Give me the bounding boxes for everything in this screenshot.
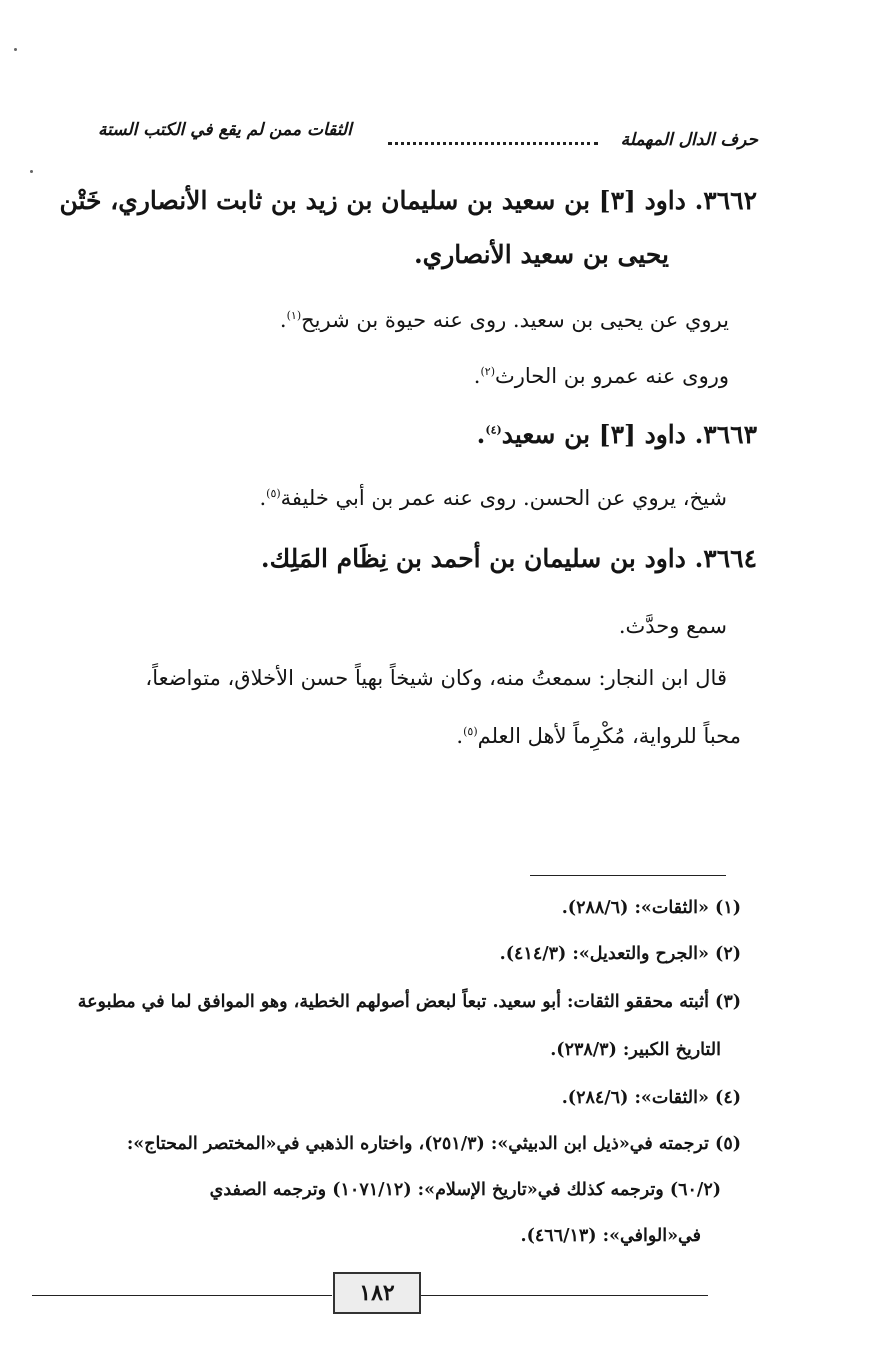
entry-line: شيخ، يروي عن الحسن. روى عنه عمر بن أبي خليفة$^{(٥)}$. bbox=[259, 486, 727, 510]
speck bbox=[30, 170, 33, 173]
header-dots bbox=[388, 128, 598, 145]
footnote-cont: (٦٠/٢) وترجمه كذلك في«تاريخ الإسلام»: (١٠٧١/١٢) وترجمه الصفدي bbox=[209, 1180, 721, 1200]
footnote: (١) «الثقات»: (٢٨٨/٦). bbox=[561, 898, 741, 918]
footnote: (٥) ترجمته في«ذيل ابن الدبيثي»: (٢٥١/٣)، واختاره الذهبي في«المختصر المحتاج»: bbox=[126, 1134, 741, 1154]
entry-line: يروي عن يحيى بن سعيد. روى عنه حيوة بن شريح$^{(١)}$. bbox=[279, 308, 729, 332]
page-number: ١٨٢ bbox=[333, 1272, 421, 1314]
running-header bbox=[98, 120, 758, 160]
footnote-ref: (٥) bbox=[266, 487, 281, 500]
header-book-title: الثقات ممن لم يقع في الكتب الستة bbox=[98, 120, 352, 140]
entry-line: وروى عنه عمرو بن الحارث$^{(٢)}$. bbox=[473, 364, 729, 388]
entry-heading-3664: ٣٦٦٤. داود بن سليمان بن أحمد بن نِظَام المَلِك. bbox=[260, 544, 757, 573]
footnote-ref: (٤) bbox=[485, 423, 502, 437]
footnote-ref: (٥) bbox=[463, 725, 478, 738]
footnote-cont: التاريخ الكبير: (٢٣٨/٣). bbox=[550, 1040, 721, 1060]
entry-line: محباً للرواية، مُكْرِماً لأهل العلم$^{(٥)}$. bbox=[456, 724, 741, 748]
speck bbox=[14, 48, 17, 51]
footnote-separator bbox=[530, 875, 726, 876]
entry-line: سمع وحدَّث. bbox=[618, 614, 727, 638]
entry-line: قال ابن النجار: سمعتُ منه، وكان شيخاً بهياً حسن الأخلاق، متواضعاً، bbox=[145, 666, 727, 690]
entry-heading-3662-cont: يحيى بن سعيد الأنصاري. bbox=[413, 240, 669, 269]
footer-rule-left bbox=[32, 1295, 332, 1296]
footnote: (٣) أثبته محققو الثقات: أبو سعيد. تبعاً لبعض أصولهم الخطية، وهو الموافق لما في مطبوعة bbox=[77, 992, 741, 1012]
footer-rule-right bbox=[418, 1295, 708, 1296]
footnote: (٢) «الجرح والتعديل»: (٤١٤/٣). bbox=[499, 944, 741, 964]
footnote-ref: (٢) bbox=[480, 365, 495, 378]
entry-heading-3663: ٣٦٦٣. داود [٣] بن سعيد$^{(٤)}$. bbox=[476, 420, 757, 449]
footnote: (٤) «الثقات»: (٢٨٤/٦). bbox=[561, 1088, 741, 1108]
entry-heading-3662: ٣٦٦٢. داود [٣] بن سعيد بن سليمان بن زيد بن ثابت الأنصاري، خَتْن bbox=[59, 186, 757, 215]
footnote-cont: في«الوافي»: (٤٦٦/١٣). bbox=[520, 1226, 701, 1246]
header-section: حرف الدال المهملة bbox=[620, 130, 758, 150]
footnote-ref: (١) bbox=[286, 309, 302, 322]
